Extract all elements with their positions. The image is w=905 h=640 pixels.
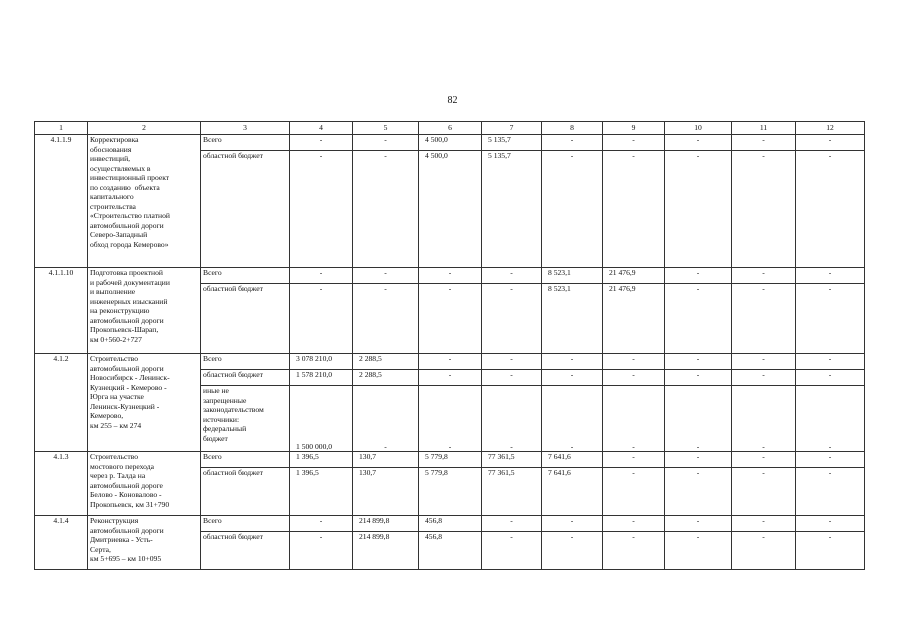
value-cell: - [290,284,353,354]
value-cell: - [796,532,865,570]
value-cell: 130,7 [353,452,419,468]
value-cell: 5 779,8 [419,452,482,468]
value-cell: - [290,151,353,268]
funding-source: областной бюджет [201,532,290,570]
value-cell: - [603,532,665,570]
value-cell: - [290,516,353,532]
value-cell: - [796,268,865,284]
value-cell: - [665,386,732,452]
value-cell: - [732,284,796,354]
value-cell: - [603,468,665,516]
value-cell: 456,8 [419,532,482,570]
value-cell: - [542,386,603,452]
funding-source: Всего [201,268,290,284]
value-cell: - [542,151,603,268]
value-cell: - [796,516,865,532]
table-row [35,452,865,468]
value-cell: - [732,354,796,370]
value-cell: - [665,284,732,354]
value-cell: - [732,370,796,386]
value-cell: 2 288,5 [353,370,419,386]
value-cell: 5 135,7 [482,151,542,268]
value-cell: 1 500 000,0 [290,386,353,452]
funding-source: областной бюджет [201,468,290,516]
item-name: Строительство автомобильной дороги Новосибирск - Ленинск- Кузнецкий - Кемерово - Юрга на участке Ленинск-Кузнецкий - Кемерово, км 255 – км 274 [88,354,201,452]
value-cell: - [732,452,796,468]
value-cell: 2 288,5 [353,354,419,370]
value-cell: - [419,386,482,452]
value-cell: 5 779,8 [419,468,482,516]
value-cell: 1 396,5 [290,468,353,516]
item-name: Реконструкция автомобильной дороги Дмитриевка - Усть- Серта, км 5+695 – км 10+095 [88,516,201,570]
value-cell: - [482,284,542,354]
value-cell: - [665,532,732,570]
value-cell: 214 899,8 [353,532,419,570]
header-cell: 1 [35,122,88,135]
value-cell: - [603,386,665,452]
item-name: Строительство мостового перехода через р. Талда на автомобильной дороге Белово - Коновалово - Прокопьевск, км 31+790 [88,452,201,516]
funding-source: иные не запрещенные законодательством источники: федеральный бюджет [201,386,290,452]
value-cell: - [732,386,796,452]
value-cell: - [290,532,353,570]
value-cell: - [482,516,542,532]
value-cell: - [353,268,419,284]
value-cell: - [796,386,865,452]
value-cell: - [796,452,865,468]
value-cell: - [796,284,865,354]
value-cell: - [353,284,419,354]
value-cell: - [732,268,796,284]
value-cell: - [732,516,796,532]
value-cell: 4 500,0 [419,135,482,151]
value-cell: - [482,386,542,452]
value-cell: - [732,532,796,570]
funding-source: Всего [201,452,290,468]
value-cell: 77 361,5 [482,468,542,516]
value-cell: - [603,354,665,370]
item-code: 4.1.3 [35,452,88,516]
value-cell: 130,7 [353,468,419,516]
value-cell: 3 078 210,0 [290,354,353,370]
value-cell: - [353,135,419,151]
value-cell: - [796,370,865,386]
value-cell: 1 396,5 [290,452,353,468]
header-cell: 8 [542,122,603,135]
value-cell: - [796,468,865,516]
funding-source: областной бюджет [201,151,290,268]
value-cell: 8 523,1 [542,284,603,354]
value-cell: - [482,532,542,570]
value-cell: - [482,370,542,386]
header-row [35,122,865,135]
value-cell: - [796,354,865,370]
value-cell: - [603,370,665,386]
value-cell: 214 899,8 [353,516,419,532]
value-cell: - [665,516,732,532]
value-cell: - [603,135,665,151]
value-cell: - [603,516,665,532]
header-cell: 12 [796,122,865,135]
header-cell: 2 [88,122,201,135]
value-cell: 21 476,9 [603,268,665,284]
value-cell: - [796,135,865,151]
item-code: 4.1.1.9 [35,135,88,268]
value-cell: - [665,135,732,151]
item-code: 4.1.4 [35,516,88,570]
value-cell: - [603,151,665,268]
item-code: 4.1.1.10 [35,268,88,354]
value-cell: - [542,354,603,370]
value-cell: 77 361,5 [482,452,542,468]
header-cell: 3 [201,122,290,135]
value-cell: - [665,452,732,468]
value-cell: 456,8 [419,516,482,532]
header-cell: 4 [290,122,353,135]
value-cell: - [732,135,796,151]
value-cell: - [353,151,419,268]
header-cell: 10 [665,122,732,135]
value-cell: - [482,268,542,284]
page-number: 82 [447,95,458,106]
value-cell: - [419,268,482,284]
item-name: Подготовка проектной и рабочей документации и выполнение инженерных изысканий на реконструкцию автомобильной дороги Прокопьевск-Шарап, км 0+560-2+727 [88,268,201,354]
value-cell: 1 578 210,0 [290,370,353,386]
value-cell: - [542,135,603,151]
table-row [35,135,865,151]
value-cell: - [542,370,603,386]
value-cell: 7 641,6 [542,452,603,468]
value-cell: - [290,268,353,284]
value-cell: - [419,354,482,370]
value-cell: - [353,386,419,452]
value-cell: - [732,468,796,516]
budget-table [34,121,865,570]
table-row [35,516,865,532]
table-row [35,268,865,284]
header-cell: 11 [732,122,796,135]
funding-source: областной бюджет [201,284,290,354]
value-cell: - [419,370,482,386]
value-cell: - [419,284,482,354]
table-row [35,354,865,370]
value-cell: 4 500,0 [419,151,482,268]
value-cell: 5 135,7 [482,135,542,151]
item-code: 4.1.2 [35,354,88,452]
value-cell: - [732,151,796,268]
funding-source: Всего [201,354,290,370]
value-cell: - [665,268,732,284]
header-cell: 7 [482,122,542,135]
value-cell: - [542,516,603,532]
header-cell: 5 [353,122,419,135]
funding-source: областной бюджет [201,370,290,386]
value-cell: - [665,468,732,516]
value-cell: - [796,151,865,268]
value-cell: 7 641,6 [542,468,603,516]
value-cell: 21 476,9 [603,284,665,354]
header-cell: 6 [419,122,482,135]
funding-source: Всего [201,516,290,532]
value-cell: - [290,135,353,151]
value-cell: - [665,354,732,370]
header-cell: 9 [603,122,665,135]
value-cell: - [542,532,603,570]
value-cell: - [665,151,732,268]
value-cell: - [665,370,732,386]
value-cell: - [603,452,665,468]
item-name: Корректировка обоснования инвестиций, осуществляемых в инвестиционный проект по созданию объекта капитального строительства «Строительство платной автомобильной дороги Северо-Западный обход города Кемерово» [88,135,201,268]
value-cell: 8 523,1 [542,268,603,284]
funding-source: Всего [201,135,290,151]
value-cell: - [482,354,542,370]
